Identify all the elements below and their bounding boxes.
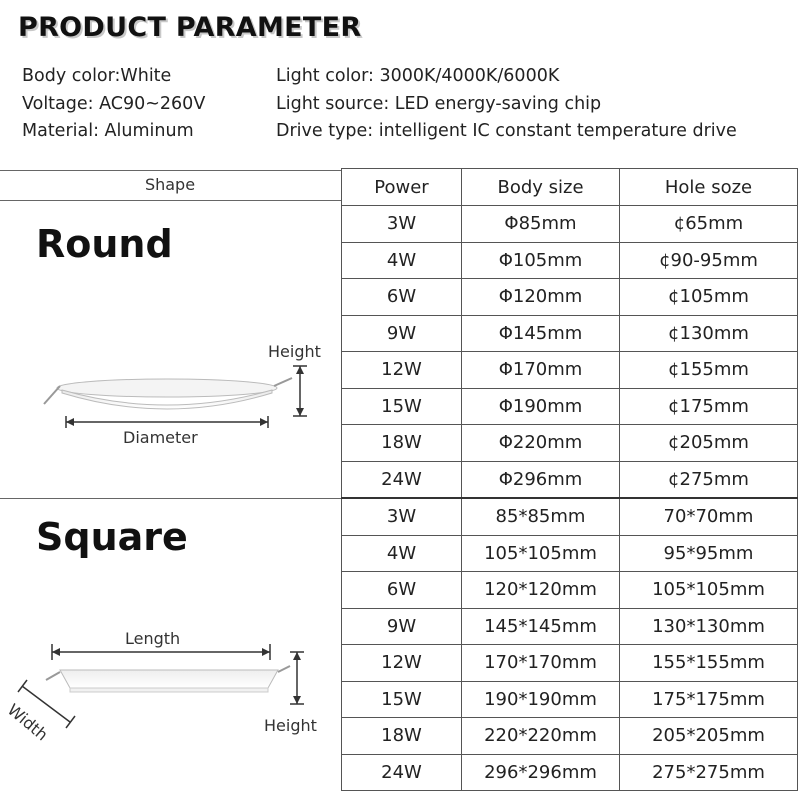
power-cell: 6W — [342, 279, 462, 316]
table-row — [342, 608, 798, 645]
power-cell: 9W — [342, 315, 462, 352]
hole-size-cell: 205*205mm — [620, 718, 798, 755]
length-label: Length — [125, 629, 181, 648]
body-size-cell: Φ220mm — [462, 425, 620, 462]
hole-size-cell: 95*95mm — [620, 535, 798, 572]
round-height-label: Height — [268, 342, 321, 361]
body-size-cell: Φ190mm — [462, 388, 620, 425]
table-row — [342, 352, 798, 389]
hole-size-cell: 105*105mm — [620, 572, 798, 609]
power-cell: 4W — [342, 242, 462, 279]
round-label: Round — [36, 222, 173, 266]
hole-size-cell: 275*275mm — [620, 754, 798, 791]
body-size-cell: Φ85mm — [462, 206, 620, 243]
hole-size-cell: ¢275mm — [620, 461, 798, 498]
table-row — [342, 535, 798, 572]
body-size-cell: 170*170mm — [462, 645, 620, 682]
hole-size-cell: ¢90-95mm — [620, 242, 798, 279]
table-row — [342, 279, 798, 316]
parameter-table — [341, 168, 798, 791]
table-row — [342, 754, 798, 791]
table-row — [342, 388, 798, 425]
power-cell: 6W — [342, 572, 462, 609]
table-row — [342, 645, 798, 682]
spring-clip-left — [44, 386, 60, 404]
hole-size-cell: 175*175mm — [620, 681, 798, 718]
body-size-cell: Φ120mm — [462, 279, 620, 316]
power-cell: 24W — [342, 461, 462, 498]
spec-light-source: Light source: LED energy-saving chip — [276, 94, 602, 114]
table-row — [342, 425, 798, 462]
power-cell: 3W — [342, 498, 462, 535]
table-row — [342, 461, 798, 498]
power-cell: 24W — [342, 754, 462, 791]
header-body-size: Body size — [462, 169, 620, 206]
table-row — [342, 315, 798, 352]
table-row — [342, 718, 798, 755]
power-cell: 12W — [342, 352, 462, 389]
power-cell: 15W — [342, 388, 462, 425]
body-size-cell: 220*220mm — [462, 718, 620, 755]
power-cell: 12W — [342, 645, 462, 682]
spec-drive-type: Drive type: intelligent IC constant temperature drive — [276, 121, 737, 141]
hole-size-cell: ¢155mm — [620, 352, 798, 389]
header-hole-size: Hole soze — [620, 169, 798, 206]
power-cell: 18W — [342, 718, 462, 755]
spring-clip-right — [278, 666, 290, 672]
shape-header: Shape — [144, 175, 196, 194]
round-panel-flange — [57, 379, 277, 397]
hole-size-cell: ¢205mm — [620, 425, 798, 462]
power-cell: 4W — [342, 535, 462, 572]
table-header-row — [342, 169, 798, 206]
hole-size-cell: ¢105mm — [620, 279, 798, 316]
hole-size-cell: ¢175mm — [620, 388, 798, 425]
divider — [0, 200, 341, 201]
body-size-cell: Φ296mm — [462, 461, 620, 498]
hole-size-cell: 130*130mm — [620, 608, 798, 645]
body-size-cell: 85*85mm — [462, 498, 620, 535]
divider — [0, 498, 341, 499]
table-row — [342, 572, 798, 609]
diameter-label: Diameter — [123, 428, 198, 447]
width-label: Width — [3, 700, 52, 745]
power-cell: 9W — [342, 608, 462, 645]
hole-size-cell: ¢130mm — [620, 315, 798, 352]
square-label: Square — [36, 515, 188, 559]
power-cell: 18W — [342, 425, 462, 462]
power-cell: 3W — [342, 206, 462, 243]
header-power: Power — [342, 169, 462, 206]
table-row — [342, 206, 798, 243]
body-size-cell: 296*296mm — [462, 754, 620, 791]
spec-material: Material: Aluminum — [22, 121, 194, 141]
body-size-cell: 120*120mm — [462, 572, 620, 609]
spec-light-color: Light color: 3000K/4000K/6000K — [276, 66, 560, 86]
power-cell: 15W — [342, 681, 462, 718]
spring-clip-right — [274, 378, 292, 386]
hole-size-cell: 155*155mm — [620, 645, 798, 682]
table-row — [342, 681, 798, 718]
body-size-cell: 105*105mm — [462, 535, 620, 572]
page-title: PRODUCT PARAMETER — [18, 12, 362, 43]
table-row — [342, 242, 798, 279]
body-size-cell: Φ170mm — [462, 352, 620, 389]
body-size-cell: 145*145mm — [462, 608, 620, 645]
spec-voltage: Voltage: AC90~260V — [22, 94, 206, 114]
spring-clip-left — [46, 672, 60, 680]
square-height-label: Height — [264, 716, 317, 735]
hole-size-cell: 70*70mm — [620, 498, 798, 535]
body-size-cell: Φ105mm — [462, 242, 620, 279]
body-size-cell: 190*190mm — [462, 681, 620, 718]
body-size-cell: Φ145mm — [462, 315, 620, 352]
hole-size-cell: ¢65mm — [620, 206, 798, 243]
table-row — [342, 498, 798, 535]
square-panel-body — [60, 670, 278, 688]
spec-body-color: Body color:White — [22, 66, 172, 86]
